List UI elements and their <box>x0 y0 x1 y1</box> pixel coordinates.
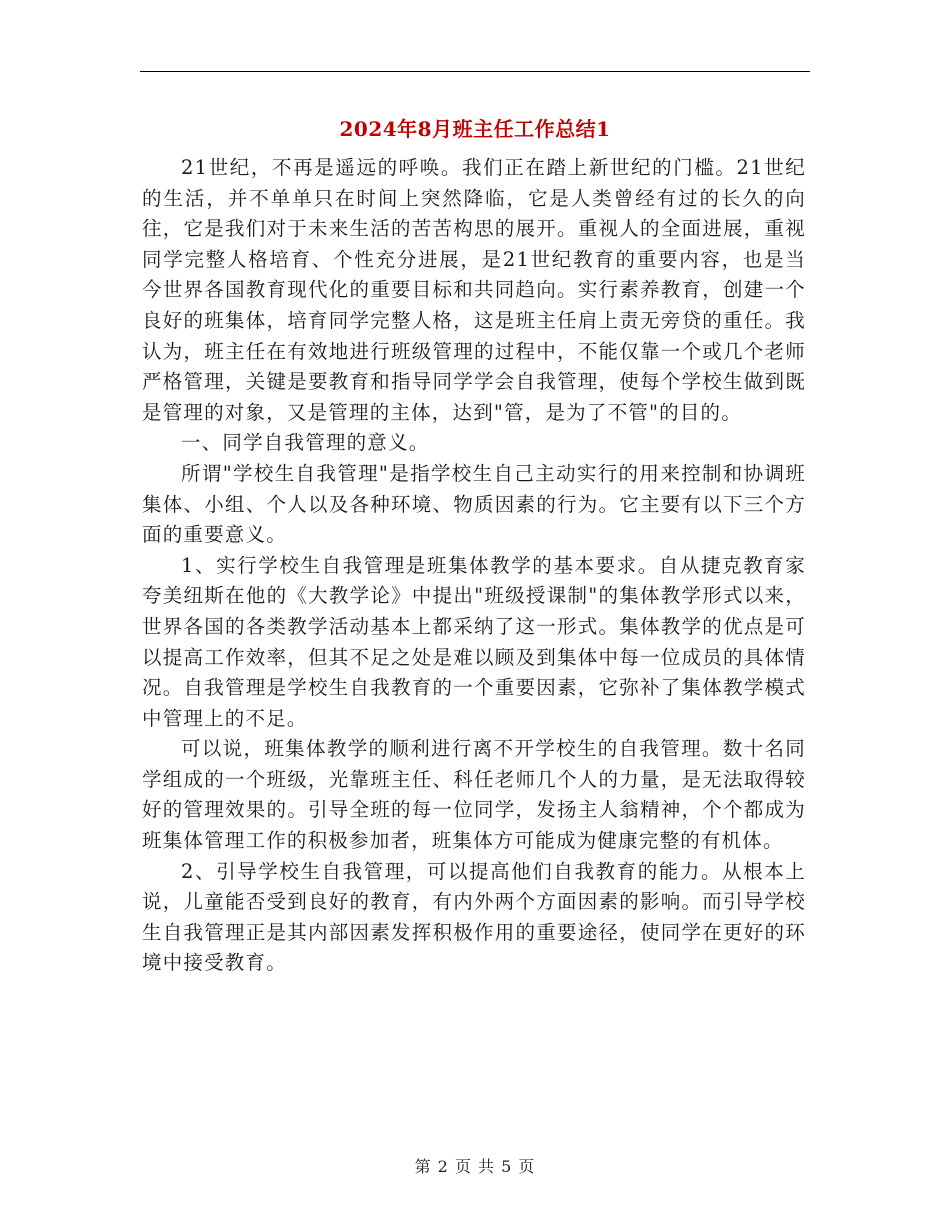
paragraph-point-1-cont: 可以说，班集体教学的顺利进行离不开学校生的自我管理。数十名同学组成的一个班级，光靠班主任、科任老师几个人的力量，是无法取得较好的管理效果的。引导全班的每一位同学，发扬主人翁精神，个个都成为班集体管理工作的积极参加者，班集体方可能成为健康完整的有机体。 <box>142 737 806 853</box>
paragraph-definition: 所谓"学校生自我管理"是指学校生自己主动实行的用来控制和协调班集体、小组、个人以及各种环境、物质因素的行为。它主要有以下三个方面的重要意义。 <box>142 461 806 547</box>
paragraph-intro: 21世纪，不再是遥远的呼唤。我们正在踏上新世纪的门槛。21世纪的生活，并不单单只在时间上突然降临，它是人类曾经有过的长久的向往，它是我们对于未来生活的苦苦构思的展开。重视人的全面进展，重视同学完整人格培育、个性充分进展，是21世纪教育的重要内容，也是当今世界各国教育现代化的重要目标和共同趋向。实行素养教育，创建一个良好的班集体，培育同学完整人格，这是班主任肩上责无旁贷的重任。我认为，班主任在有效地进行班级管理的过程中，不能仅靠一个或几个老师严格管理，关键是要教育和指导同学学会自我管理，使每个学校生做到既是管理的对象，又是管理的主体，达到"管，是为了不管"的目的。 <box>142 156 806 424</box>
page-number: 第 2 页 共 5 页 <box>414 1157 536 1176</box>
header-rule <box>140 71 810 72</box>
document-body <box>142 153 806 979</box>
section-heading-1: 一、同学自我管理的意义。 <box>181 431 430 455</box>
paragraph-point-1: 1、实行学校生自我管理是班集体教学的基本要求。自从捷克教育家夸美纽斯在他的《大教学论》中提出"班级授课制"的集体教学形式以来，世界各国的各类教学活动基本上都采纳了这一形式。集体教学的优点是可以提高工作效率，但其不足之处是难以顾及到集体中每一位成员的具体情况。自我管理是学校生自我教育的一个重要因素，它弥补了集体教学模式中管理上的不足。 <box>142 553 806 730</box>
document-title: 2024年8月班主任工作总结1 <box>339 117 611 141</box>
paragraph-point-2: 2、引导学校生自我管理，可以提高他们自我教育的能力。从根本上说，儿童能否受到良好的教育，有内外两个方面因素的影响。而引导学校生自我管理正是其内部因素发挥积极作用的重要途径，使同学在更好的环境中接受教育。 <box>142 859 806 975</box>
